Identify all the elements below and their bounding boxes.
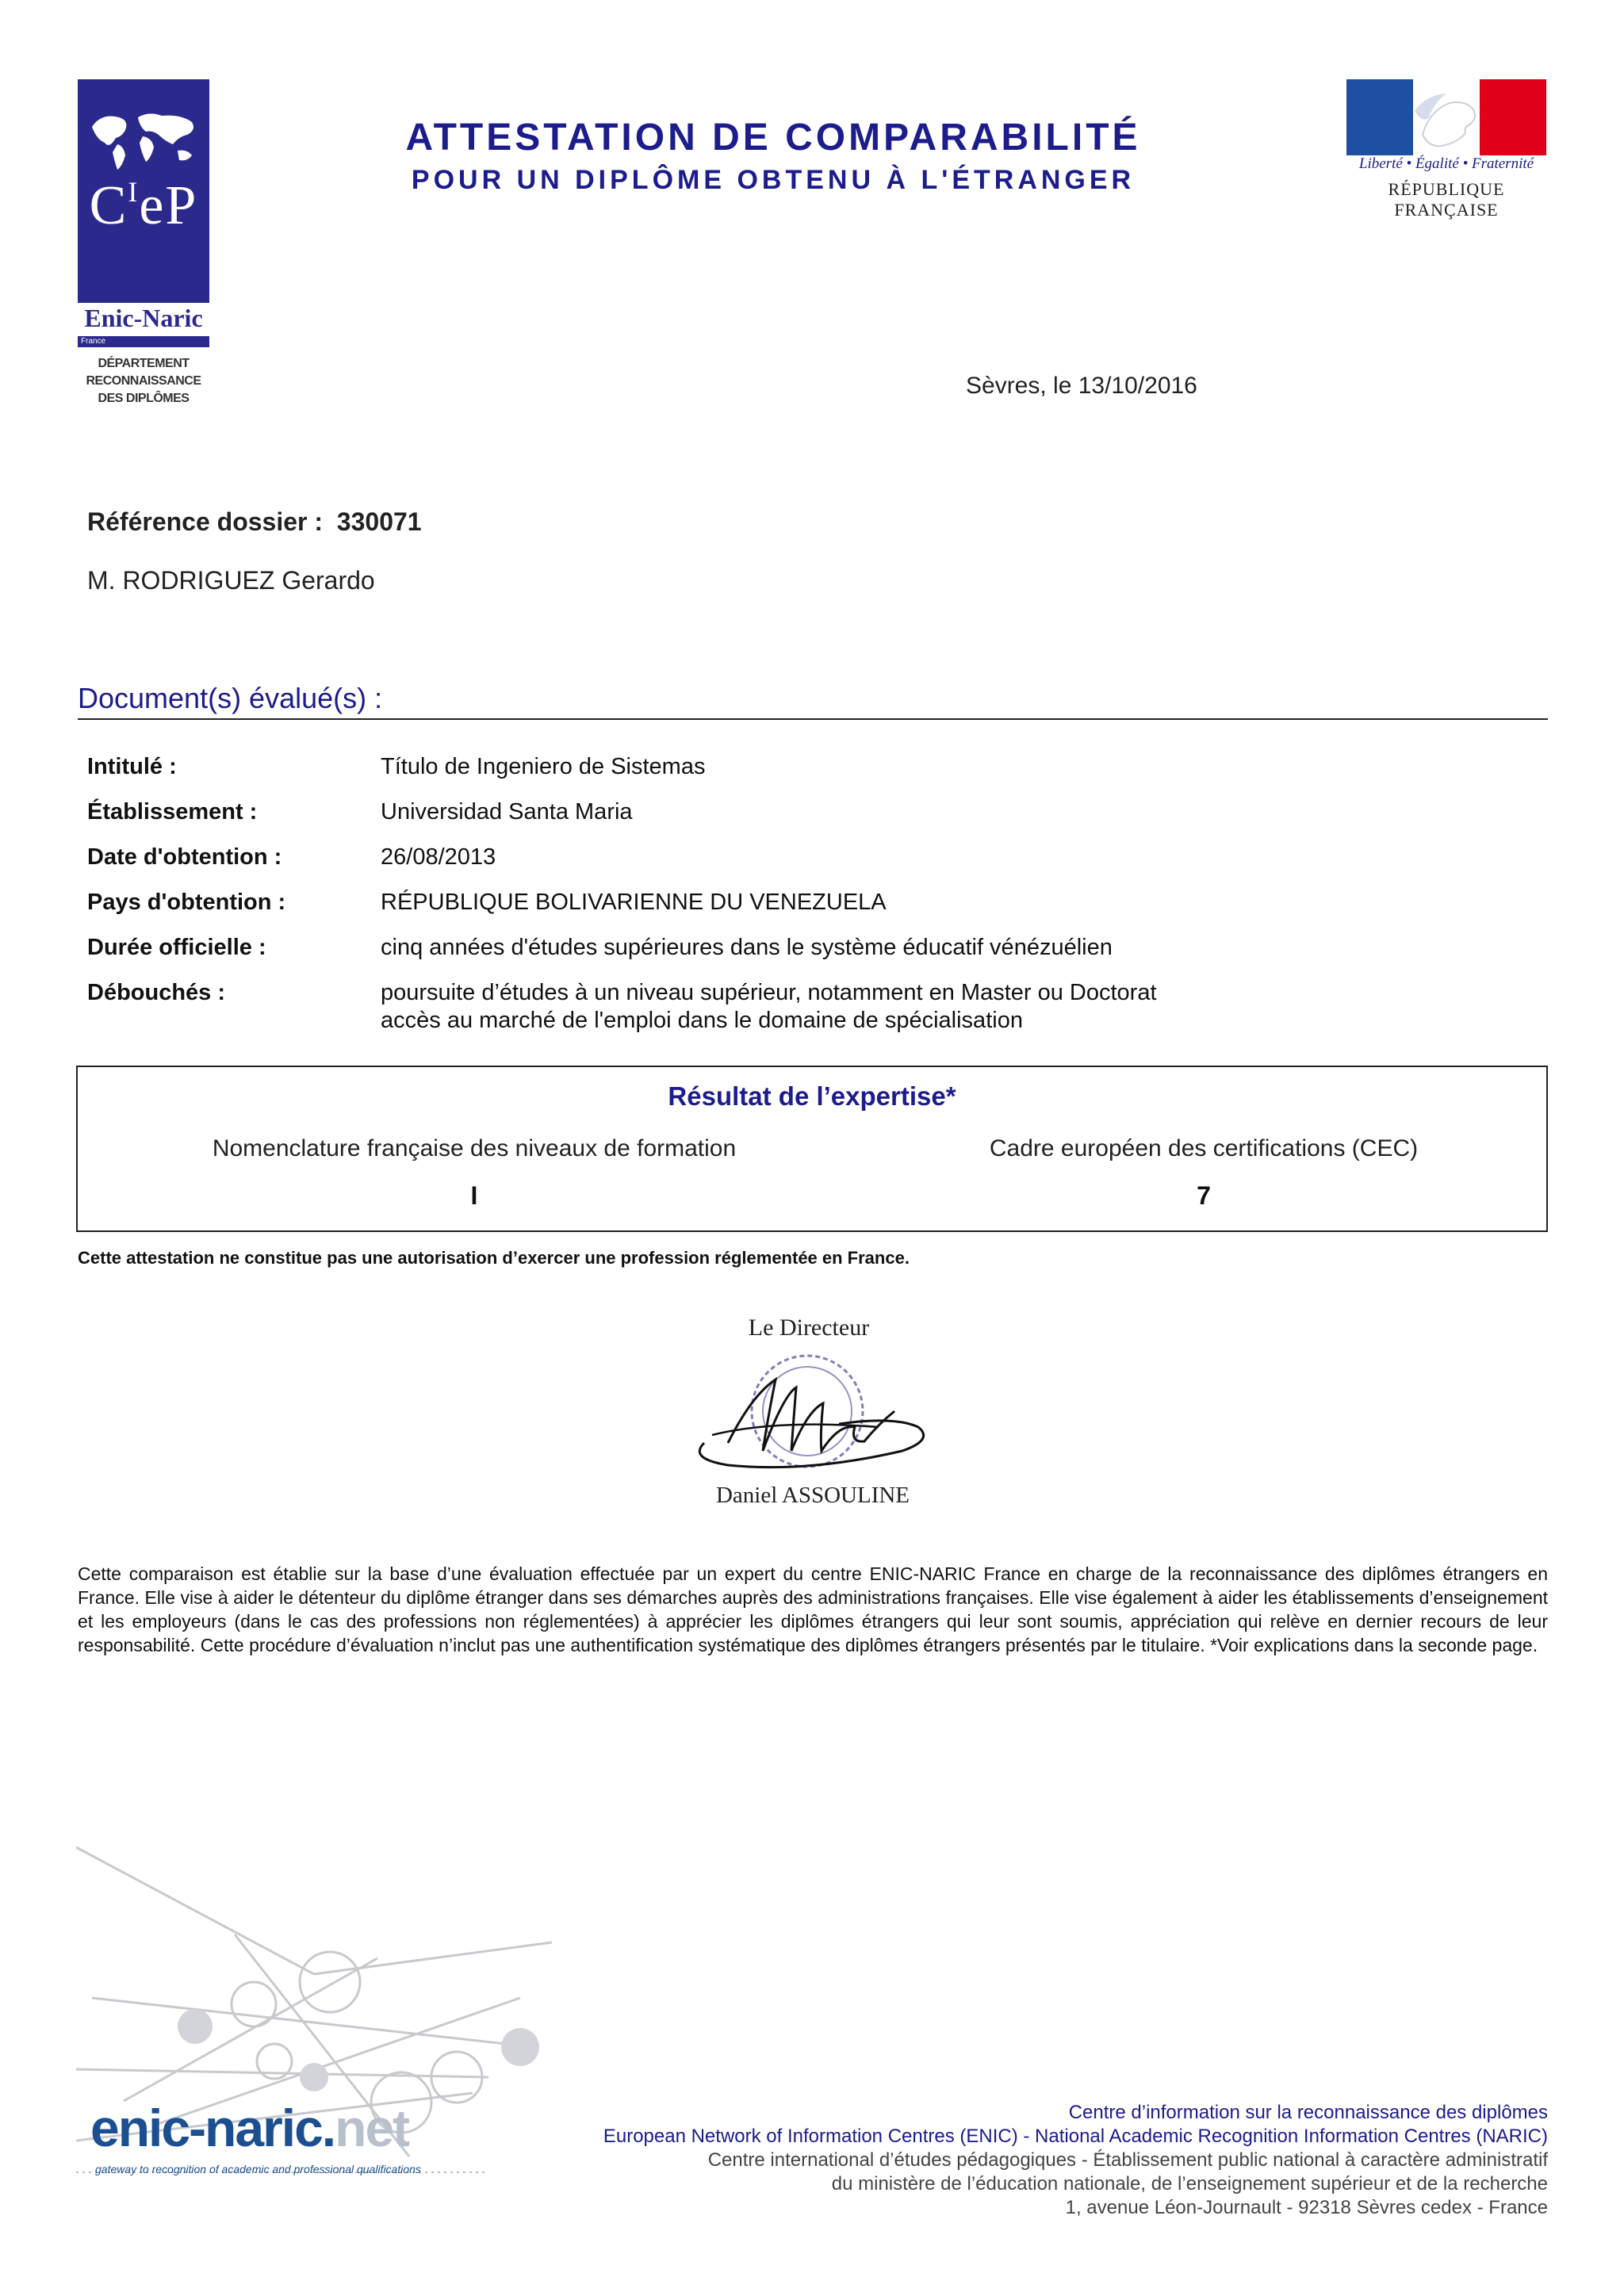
explanation-paragraph: Cette comparaison est établie sur la base d’une évaluation effectuée par un expert du centre ENIC-NARIC France en charge de la reconnaissance des diplômes étrangers en France. Elle vise à aider le détenteur du diplôme étranger dans ses démarches auprès des administrations françaises. Elle vise également à aider les établissements d’enseignement et les employeurs (dans le cas des professions non réglementées) à apprécier les diplômes étrangers qui leur sont soumis, appréciation qui relève en dernier recours de leur responsabilité. Cette procédure d’évaluation n’inclut pas une authentification systématique des diplômes étrangers présentés par le titulaire. *Voir explications dans la seconde page. xyxy=(78,1563,1548,1655)
field-row xyxy=(87,889,1515,916)
field-value xyxy=(381,844,496,871)
footer-line: European Network of Information Centres (ENIC) - National Academic Recognition Information Centres (NARIC) xyxy=(603,2126,1548,2147)
footer xyxy=(476,2101,1548,2220)
net-wordmark-main: enic-naric. xyxy=(90,2099,335,2157)
page-title: ATTESTATION DE COMPARABILITÉ xyxy=(405,117,1141,159)
field-label: Débouchés : xyxy=(87,980,226,1005)
reference-label: Référence dossier : xyxy=(87,507,324,536)
department-line: DÉPARTEMENT xyxy=(98,357,190,370)
field-value-line: Título de Ingeniero de Sistemas xyxy=(381,754,706,779)
file-reference xyxy=(87,507,422,537)
result-title: Résultat de l’expertise* xyxy=(668,1081,956,1111)
field-label: Établissement : xyxy=(87,799,258,825)
footer-line: Centre international d’études pédagogiques - Établissement public national à caractère administratif xyxy=(707,2149,1548,2171)
world-map-icon xyxy=(86,103,201,174)
footer-line: Centre d’information sur la reconnaissance des diplômes xyxy=(1068,2102,1548,2123)
field-row xyxy=(87,934,1515,962)
eqf-level-label: Cadre européen des certifications (CEC) xyxy=(989,1135,1419,1161)
field-value xyxy=(381,934,1113,962)
french-level-value: I xyxy=(470,1181,478,1210)
field-label: Pays d'obtention : xyxy=(87,890,286,915)
holder-name: M. RODRIGUEZ Gerardo xyxy=(87,566,375,595)
issue-date: Sèvres, le 13/10/2016 xyxy=(966,373,1197,399)
reference-number: 330071 xyxy=(336,507,422,536)
section-title: Document(s) évalué(s) : xyxy=(78,682,383,714)
field-value-line: 26/08/2013 xyxy=(381,844,496,870)
section-divider xyxy=(78,718,1548,720)
enic-naric-net-wordmark xyxy=(90,2098,408,2158)
field-value-line: accès au marché de l'emploi dans le domaine de spécialisation xyxy=(381,1008,1023,1033)
enic-naric-net-logo xyxy=(90,2098,439,2185)
page-subtitle: POUR UN DIPLÔME OBTENU À L'ÉTRANGER xyxy=(411,165,1136,195)
result-box xyxy=(76,1066,1548,1232)
field-row xyxy=(87,844,1515,871)
footer-line: 1, avenue Léon-Journault - 92318 Sèvres cedex - France xyxy=(1065,2197,1548,2218)
field-value-line: RÉPUBLIQUE BOLIVARIENNE DU VENEZUELA xyxy=(381,890,887,915)
field-row xyxy=(87,798,1515,826)
enic-naric-label: Enic-Naric xyxy=(84,304,203,332)
department-label xyxy=(71,355,216,408)
signatory-name: Daniel ASSOULINE xyxy=(715,1483,910,1508)
enic-naric-logo xyxy=(78,303,209,349)
department-line: RECONNAISSANCE xyxy=(86,374,201,388)
field-value xyxy=(381,979,1157,1035)
republic-name: RÉPUBLIQUE FRANÇAISE xyxy=(1388,179,1505,220)
signature-stamp xyxy=(680,1348,942,1483)
field-label: Intitulé : xyxy=(87,754,177,779)
marianne-flag-logo xyxy=(1346,79,1546,155)
field-label: Durée officielle : xyxy=(87,935,266,960)
field-row xyxy=(87,979,1515,1035)
department-line: DES DIPLÔMES xyxy=(98,392,190,405)
net-tagline: gateway to recognition of academic and professional qualifications xyxy=(95,2163,421,2175)
eqf-level-value: 7 xyxy=(1197,1181,1211,1210)
field-label: Date d'obtention : xyxy=(87,844,282,870)
french-level-label: Nomenclature française des niveaux de formation xyxy=(212,1135,737,1161)
field-value-line: Universidad Santa Maria xyxy=(381,799,633,825)
footer-line: du ministère de l’éducation nationale, de l’enseignement supérieur et de la recherche xyxy=(831,2173,1548,2195)
field-value-line: cinq années d'études supérieures dans le système éducatif vénézuélien xyxy=(381,935,1113,960)
field-value xyxy=(381,753,705,781)
signatory-role: Le Directeur xyxy=(748,1314,870,1341)
field-row xyxy=(87,753,1515,781)
field-value-line: poursuite d’études à un niveau supérieur, notamment en Master ou Doctorat xyxy=(381,980,1157,1005)
ciep-wordmark: $C^IeP$ xyxy=(89,175,198,236)
field-value xyxy=(381,889,887,916)
field-value xyxy=(381,798,633,826)
enic-country-label: France xyxy=(78,336,209,347)
disclaimer: Cette attestation ne constitue pas une autorisation d’exercer une profession réglementée en France. xyxy=(78,1248,910,1268)
document-fields xyxy=(87,753,1515,1052)
net-wordmark-suffix: net xyxy=(335,2099,409,2157)
republic-motto: Liberté • Égalité • Fraternité xyxy=(1358,155,1534,172)
